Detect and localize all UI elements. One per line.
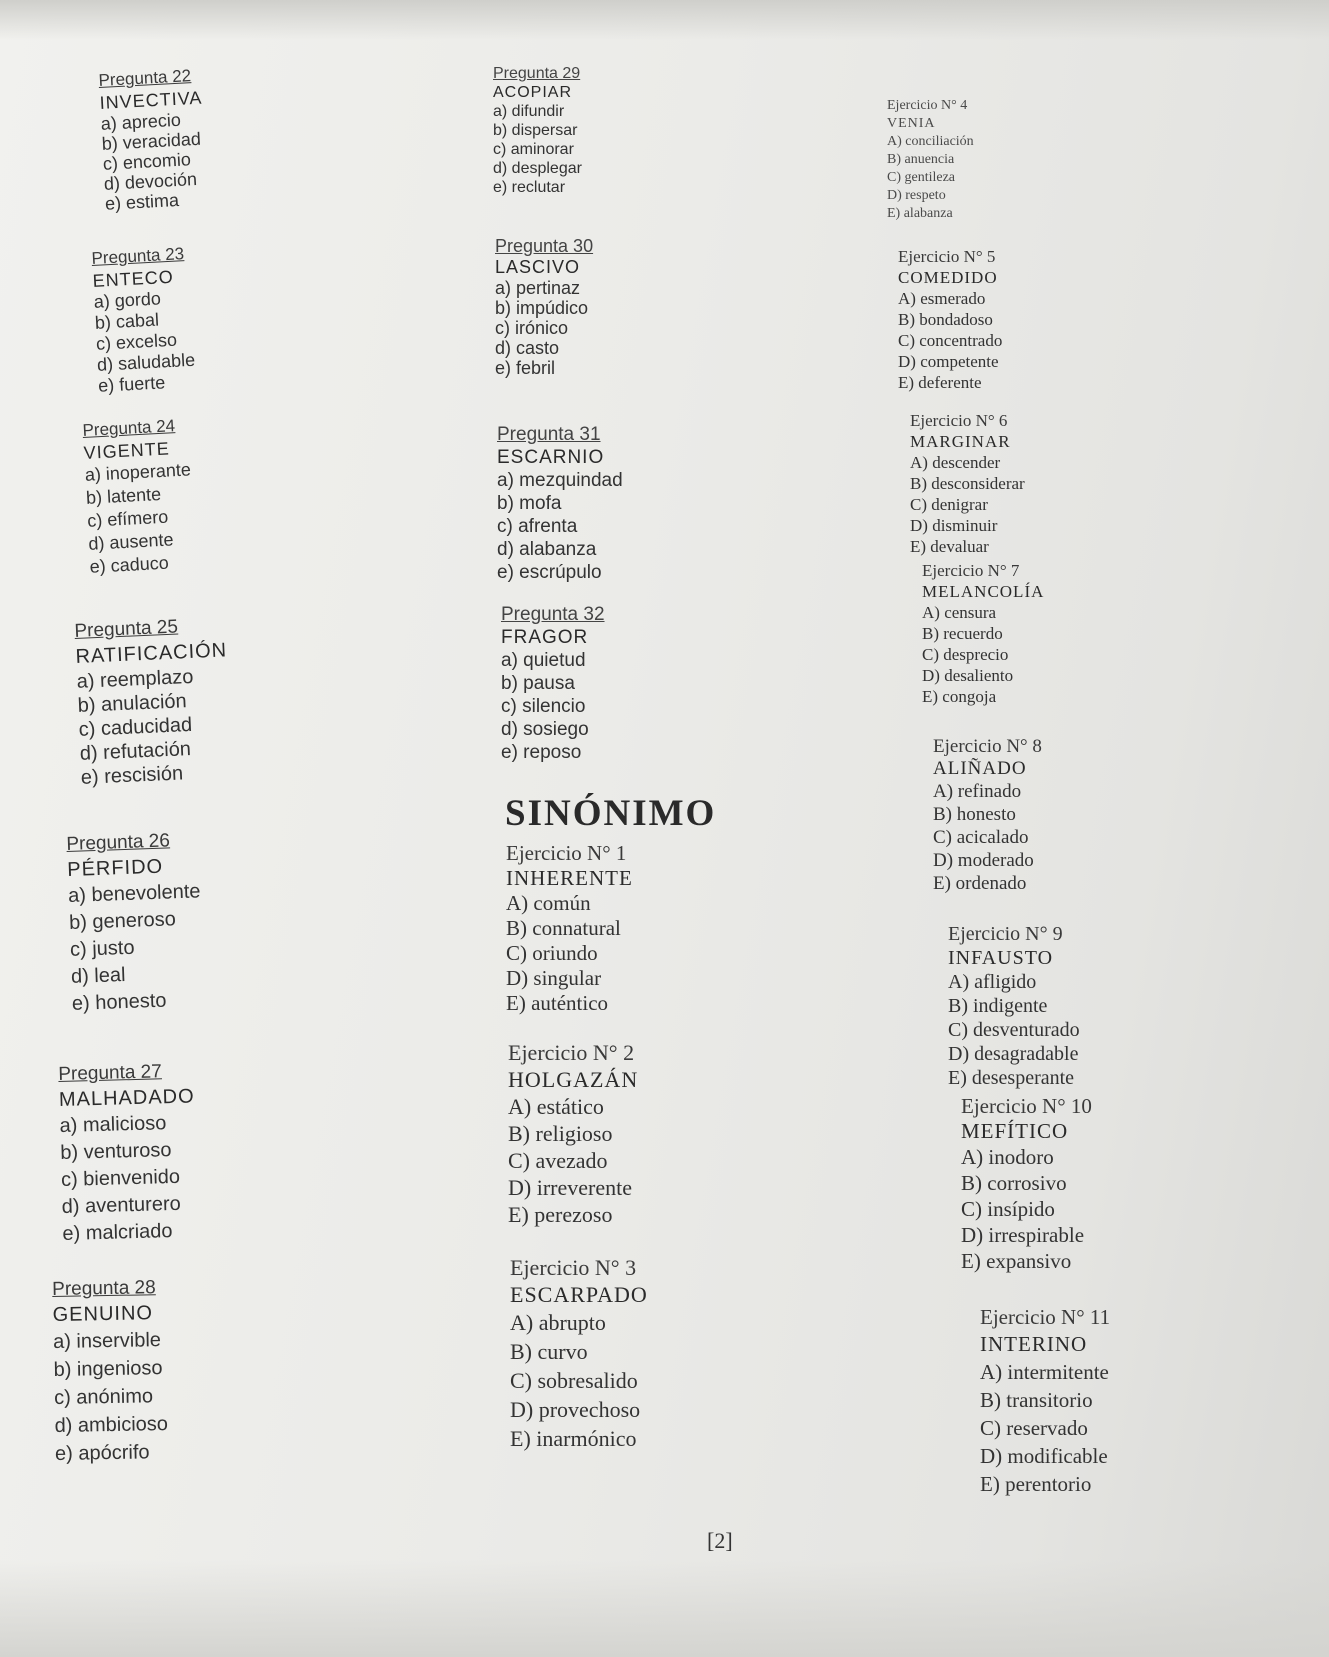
option: E) expansivo bbox=[961, 1249, 1072, 1273]
option: d) aventurero bbox=[61, 1192, 181, 1218]
option: C) acicalado bbox=[933, 827, 1029, 848]
option: b) dispersar bbox=[493, 122, 578, 139]
option: e) reclutar bbox=[493, 179, 566, 196]
option: c) irónico bbox=[495, 318, 569, 338]
exercise-word: VENIA bbox=[887, 116, 936, 131]
option: a) inoperante bbox=[84, 459, 192, 485]
ejercicio-3 bbox=[510, 1254, 648, 1453]
question-word: MALHADADO bbox=[58, 1085, 195, 1111]
option: b) mofa bbox=[497, 493, 562, 514]
option: a) malicioso bbox=[59, 1112, 167, 1137]
option: b) cabal bbox=[94, 309, 160, 333]
pregunta-30 bbox=[495, 236, 593, 378]
question-heading: Pregunta 31 bbox=[497, 424, 601, 445]
option: C) oriundo bbox=[506, 941, 598, 965]
option: e) honesto bbox=[71, 989, 167, 1015]
exercise-word: HOLGAZÁN bbox=[508, 1067, 639, 1092]
option: D) competente bbox=[898, 352, 999, 371]
option: B) honesto bbox=[933, 804, 1016, 825]
option: D) irreverente bbox=[508, 1175, 632, 1200]
option: D) modificable bbox=[980, 1444, 1108, 1468]
ejercicio-6 bbox=[910, 410, 1025, 557]
question-heading: Pregunta 28 bbox=[52, 1277, 156, 1300]
question-heading: Pregunta 25 bbox=[74, 616, 179, 642]
option: b) veracidad bbox=[101, 128, 202, 154]
option: d) sosiego bbox=[501, 719, 589, 740]
option: a) pertinaz bbox=[495, 278, 581, 298]
question-heading: Pregunta 23 bbox=[91, 244, 185, 268]
option: C) avezado bbox=[508, 1148, 608, 1173]
option: c) encomio bbox=[102, 149, 192, 174]
question-word: ENTECO bbox=[92, 266, 175, 291]
ejercicio-5 bbox=[898, 246, 1002, 393]
option: D) respeto bbox=[887, 188, 946, 203]
top-shadow bbox=[0, 0, 1329, 40]
option: a) reemplazo bbox=[76, 665, 194, 693]
option: a) mezquindad bbox=[497, 470, 623, 491]
option: b) anulación bbox=[77, 690, 188, 717]
option: B) recuerdo bbox=[922, 624, 1003, 643]
option: A) estático bbox=[508, 1094, 604, 1119]
option: D) desagradable bbox=[948, 1043, 1079, 1065]
option: d) leal bbox=[70, 964, 126, 988]
option: A) conciliación bbox=[887, 134, 974, 149]
pregunta-25 bbox=[74, 613, 233, 789]
question-heading: Pregunta 26 bbox=[66, 830, 171, 855]
question-word: PÉRFIDO bbox=[66, 855, 164, 881]
option: D) singular bbox=[506, 966, 602, 990]
option: e) estima bbox=[104, 189, 180, 214]
bottom-shadow bbox=[0, 1560, 1329, 1657]
option: b) pausa bbox=[501, 673, 575, 694]
option: C) denigrar bbox=[910, 495, 988, 514]
option: A) censura bbox=[922, 603, 997, 622]
option: d) refutación bbox=[79, 738, 192, 765]
option: A) refinado bbox=[933, 781, 1022, 802]
pregunta-24 bbox=[82, 414, 196, 578]
question-heading: Pregunta 30 bbox=[495, 236, 594, 256]
option: C) sobresalido bbox=[510, 1368, 638, 1393]
exercise-word: ESCARPADO bbox=[510, 1282, 648, 1307]
option: B) connatural bbox=[506, 916, 621, 940]
ejercicio-2 bbox=[508, 1039, 638, 1228]
option: C) desprecio bbox=[922, 645, 1009, 664]
exercise-word: INHERENTE bbox=[506, 866, 633, 890]
exercise-heading: Ejercicio N° 3 bbox=[510, 1255, 637, 1280]
option: A) intermitente bbox=[980, 1360, 1109, 1384]
option: a) aprecio bbox=[100, 109, 182, 134]
exercise-word: MARGINAR bbox=[910, 432, 1011, 451]
ejercicio-8 bbox=[933, 736, 1042, 895]
option: e) malcriado bbox=[62, 1220, 173, 1245]
ejercicio-9 bbox=[948, 922, 1080, 1090]
option: A) afligido bbox=[948, 971, 1037, 993]
option: E) ordenado bbox=[933, 873, 1027, 894]
option: c) silencio bbox=[501, 696, 586, 717]
option: c) justo bbox=[69, 936, 135, 961]
exercise-heading: Ejercicio N° 11 bbox=[980, 1305, 1111, 1329]
exercise-heading: Ejercicio N° 6 bbox=[910, 411, 1008, 430]
option: E) devaluar bbox=[910, 537, 989, 556]
option: c) efímero bbox=[86, 506, 169, 531]
option: B) corrosivo bbox=[961, 1171, 1067, 1195]
page-number: [2] bbox=[707, 1528, 733, 1553]
exercise-heading: Ejercicio N° 10 bbox=[961, 1094, 1092, 1118]
option: b) venturoso bbox=[60, 1139, 172, 1164]
exercise-word: MEFÍTICO bbox=[961, 1119, 1069, 1143]
option: E) perentorio bbox=[980, 1472, 1092, 1496]
question-heading: Pregunta 22 bbox=[98, 66, 192, 90]
exercise-heading: Ejercicio N° 4 bbox=[887, 98, 968, 113]
option: B) curvo bbox=[510, 1339, 588, 1364]
question-word: ACOPIAR bbox=[493, 84, 573, 101]
option: b) impúdico bbox=[495, 298, 589, 318]
option: d) ausente bbox=[87, 529, 174, 554]
option: C) gentileza bbox=[887, 170, 956, 185]
option: e) rescisión bbox=[80, 762, 184, 789]
option: E) auténtico bbox=[506, 991, 609, 1015]
option: E) congoja bbox=[922, 687, 997, 706]
option: A) común bbox=[506, 891, 591, 915]
option: C) concentrado bbox=[898, 331, 1003, 350]
option: c) excelso bbox=[95, 329, 178, 354]
option: b) ingenioso bbox=[53, 1357, 163, 1381]
question-heading: Pregunta 32 bbox=[501, 604, 605, 625]
question-word: LASCIVO bbox=[495, 257, 581, 277]
exercise-word: ALIÑADO bbox=[933, 758, 1027, 779]
option: B) bondadoso bbox=[898, 310, 993, 329]
question-word: VIGENTE bbox=[83, 438, 171, 463]
page-title: SINÓNIMO bbox=[505, 793, 717, 834]
pregunta-26 bbox=[66, 828, 205, 1018]
exercise-word: COMEDIDO bbox=[898, 268, 998, 287]
question-word: GENUINO bbox=[52, 1302, 154, 1326]
option: a) benevolente bbox=[67, 880, 201, 907]
option: E) deferente bbox=[898, 373, 982, 392]
option: a) quietud bbox=[501, 650, 586, 671]
exercise-heading: Ejercicio N° 2 bbox=[508, 1040, 635, 1065]
option: e) escrúpulo bbox=[497, 562, 602, 583]
option: e) caduco bbox=[89, 552, 170, 577]
question-word: FRAGOR bbox=[501, 627, 589, 648]
option: B) transitorio bbox=[980, 1388, 1093, 1412]
exercise-heading: Ejercicio N° 7 bbox=[922, 561, 1020, 580]
question-word: INVECTIVA bbox=[99, 87, 203, 113]
option: e) fuerte bbox=[97, 372, 166, 396]
ejercicio-4 bbox=[887, 97, 974, 223]
option: c) aminorar bbox=[493, 141, 574, 158]
option: e) reposo bbox=[501, 742, 582, 763]
option: c) bienvenido bbox=[60, 1165, 181, 1191]
exercise-heading: Ejercicio N° 1 bbox=[506, 841, 627, 865]
question-word: ESCARNIO bbox=[497, 447, 605, 468]
option: A) descender bbox=[910, 453, 1001, 472]
ejercicio-1 bbox=[506, 841, 633, 1016]
option: C) desventurado bbox=[948, 1019, 1080, 1041]
option: B) religioso bbox=[508, 1121, 613, 1146]
option: b) generoso bbox=[68, 908, 177, 934]
pregunta-27 bbox=[58, 1059, 198, 1247]
ejercicio-7 bbox=[922, 560, 1044, 707]
option: A) abrupto bbox=[510, 1310, 606, 1335]
option: c) afrenta bbox=[497, 516, 578, 537]
ejercicio-10 bbox=[961, 1094, 1092, 1274]
pregunta-28 bbox=[52, 1276, 169, 1468]
option: B) desconsiderar bbox=[910, 474, 1025, 493]
option: D) provechoso bbox=[510, 1397, 641, 1422]
option: a) inservible bbox=[52, 1329, 162, 1353]
option: b) latente bbox=[85, 483, 162, 508]
option: E) alabanza bbox=[887, 206, 953, 221]
exercise-heading: Ejercicio N° 9 bbox=[948, 923, 1063, 945]
option: D) disminuir bbox=[910, 516, 998, 535]
option: d) alabanza bbox=[497, 539, 597, 560]
pregunta-22 bbox=[98, 65, 208, 214]
exercise-word: INTERINO bbox=[980, 1332, 1088, 1356]
option: d) devoción bbox=[103, 168, 198, 194]
option: C) reservado bbox=[980, 1416, 1088, 1440]
option: B) anuencia bbox=[887, 152, 955, 167]
option: a) gordo bbox=[93, 288, 162, 312]
question-heading: Pregunta 29 bbox=[493, 65, 581, 82]
option: d) ambicioso bbox=[54, 1413, 169, 1437]
option: D) irrespirable bbox=[961, 1223, 1085, 1247]
option: B) indigente bbox=[948, 995, 1048, 1017]
option: d) casto bbox=[495, 338, 560, 358]
option: a) difundir bbox=[493, 103, 565, 120]
option: E) inarmónico bbox=[510, 1426, 637, 1451]
option: A) inodoro bbox=[961, 1145, 1054, 1169]
pregunta-32 bbox=[501, 603, 605, 764]
exercise-heading: Ejercicio N° 5 bbox=[898, 247, 996, 266]
option: e) febril bbox=[495, 358, 556, 378]
pregunta-29 bbox=[493, 64, 582, 197]
option: E) perezoso bbox=[508, 1202, 613, 1227]
pregunta-23 bbox=[91, 243, 197, 397]
option: C) insípido bbox=[961, 1197, 1055, 1221]
option: d) desplegar bbox=[493, 160, 582, 177]
option: D) moderado bbox=[933, 850, 1034, 871]
pregunta-31 bbox=[497, 423, 623, 584]
exercise-word: MELANCOLÍA bbox=[922, 582, 1045, 601]
option: A) esmerado bbox=[898, 289, 986, 308]
question-word: RATIFICACIÓN bbox=[75, 639, 228, 668]
option: D) desaliento bbox=[922, 666, 1014, 685]
exercise-word: INFAUSTO bbox=[948, 947, 1054, 969]
question-heading: Pregunta 24 bbox=[82, 416, 176, 440]
ejercicio-11 bbox=[980, 1304, 1110, 1498]
option: c) anónimo bbox=[53, 1385, 154, 1409]
exercise-heading: Ejercicio N° 8 bbox=[933, 736, 1042, 757]
question-heading: Pregunta 27 bbox=[58, 1061, 163, 1085]
option: E) desesperante bbox=[948, 1067, 1075, 1089]
option: d) saludable bbox=[96, 349, 196, 375]
option: e) apócrifo bbox=[54, 1441, 150, 1465]
option: c) caducidad bbox=[78, 713, 193, 741]
